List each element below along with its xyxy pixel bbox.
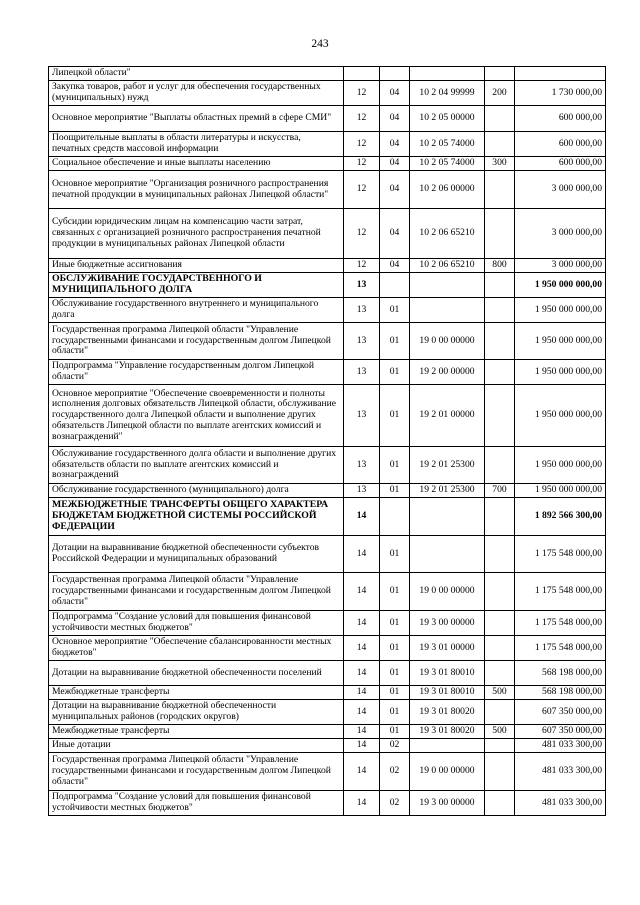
row-amount-cell: 1 950 000 000,00 [515, 298, 606, 323]
row-amount-cell: 1 950 000 000,00 [515, 385, 606, 447]
table-row [49, 157, 606, 171]
row-dept-code-cell: 14 [344, 739, 380, 753]
table-row [49, 209, 606, 259]
row-name-cell: Липецкой области" [49, 67, 344, 81]
row-target-article-cell: 19 2 01 25300 [410, 484, 485, 498]
row-section-code-cell [380, 498, 410, 536]
row-amount-cell: 481 033 300,00 [515, 791, 606, 816]
table-row [49, 484, 606, 498]
table-row [49, 498, 606, 536]
row-section-code-cell: 04 [380, 132, 410, 157]
row-expense-type-cell: 200 [485, 81, 515, 106]
row-target-article-cell [410, 273, 485, 298]
row-expense-type-cell: 500 [485, 686, 515, 700]
row-dept-code-cell: 14 [344, 700, 380, 725]
row-expense-type-cell [485, 753, 515, 791]
row-expense-type-cell [485, 106, 515, 132]
table-row [49, 298, 606, 323]
row-dept-code-cell: 14 [344, 573, 380, 611]
row-section-code-cell [380, 273, 410, 298]
row-section-code-cell: 01 [380, 611, 410, 636]
table-row [49, 573, 606, 611]
row-target-article-cell: 10 2 05 74000 [410, 157, 485, 171]
row-section-code-cell: 01 [380, 447, 410, 484]
row-expense-type-cell [485, 360, 515, 385]
row-amount-cell: 568 198 000,00 [515, 686, 606, 700]
row-target-article-cell: 19 3 01 80010 [410, 661, 485, 686]
row-amount-cell: 1 175 548 000,00 [515, 573, 606, 611]
table-row [49, 791, 606, 816]
row-expense-type-cell [485, 700, 515, 725]
row-target-article-cell: 10 2 06 65210 [410, 209, 485, 259]
row-section-code-cell: 01 [380, 536, 410, 573]
row-expense-type-cell [485, 661, 515, 686]
table-row [49, 259, 606, 273]
budget-table [48, 66, 606, 816]
table-row [49, 273, 606, 298]
row-name-cell: Дотации на выравнивание бюджетной обеспеченности муниципальных районов (городских округов) [49, 700, 344, 725]
page-number: 243 [311, 38, 329, 50]
row-expense-type-cell [485, 385, 515, 447]
row-section-code-cell: 02 [380, 753, 410, 791]
row-amount-cell: 1 950 000 000,00 [515, 484, 606, 498]
row-amount-cell: 481 033 300,00 [515, 739, 606, 753]
table-row [49, 700, 606, 725]
row-section-code-cell: 04 [380, 259, 410, 273]
row-section-code-cell: 01 [380, 298, 410, 323]
row-amount-cell: 3 000 000,00 [515, 171, 606, 209]
row-target-article-cell: 10 2 06 00000 [410, 171, 485, 209]
row-name-cell: Государственная программа Липецкой области "Управление государственными финансами и государственным долгом Липецкой области" [49, 753, 344, 791]
row-section-code-cell [380, 67, 410, 81]
row-expense-type-cell [485, 171, 515, 209]
row-name-cell: Социальное обеспечение и иные выплаты населению [49, 157, 344, 171]
row-dept-code-cell: 14 [344, 611, 380, 636]
row-expense-type-cell [485, 636, 515, 661]
row-amount-cell: 3 000 000,00 [515, 209, 606, 259]
row-expense-type-cell [485, 791, 515, 816]
row-section-code-cell: 04 [380, 81, 410, 106]
row-dept-code-cell: 13 [344, 447, 380, 484]
row-target-article-cell: 19 0 00 00000 [410, 323, 485, 360]
table-row [49, 611, 606, 636]
table-row [49, 636, 606, 661]
row-section-code-cell: 01 [380, 700, 410, 725]
row-amount-cell: 568 198 000,00 [515, 661, 606, 686]
row-name-cell: Обслуживание государственного внутреннего и муниципального долга [49, 298, 344, 323]
row-target-article-cell [410, 536, 485, 573]
row-name-cell: Основное мероприятие "Обеспечение сбалансированности местных бюджетов" [49, 636, 344, 661]
row-expense-type-cell [485, 323, 515, 360]
row-name-cell: Дотации на выравнивание бюджетной обеспеченности субъектов Российской Федерации и муниципальных образований [49, 536, 344, 573]
row-expense-type-cell [485, 611, 515, 636]
row-name-cell: Основное мероприятие "Выплаты областных премий в сфере СМИ" [49, 106, 344, 132]
row-dept-code-cell: 12 [344, 209, 380, 259]
row-dept-code-cell: 12 [344, 157, 380, 171]
row-dept-code-cell: 12 [344, 132, 380, 157]
row-expense-type-cell [485, 573, 515, 611]
row-section-code-cell: 04 [380, 209, 410, 259]
row-target-article-cell: 19 3 00 00000 [410, 611, 485, 636]
row-target-article-cell [410, 298, 485, 323]
row-section-code-cell: 01 [380, 636, 410, 661]
row-target-article-cell: 19 2 00 00000 [410, 360, 485, 385]
row-dept-code-cell: 14 [344, 686, 380, 700]
table-row [49, 536, 606, 573]
row-expense-type-cell: 500 [485, 725, 515, 739]
row-target-article-cell: 19 2 01 25300 [410, 447, 485, 484]
row-target-article-cell: 19 3 00 00000 [410, 791, 485, 816]
row-expense-type-cell [485, 536, 515, 573]
row-section-code-cell: 01 [380, 360, 410, 385]
table-row [49, 753, 606, 791]
row-expense-type-cell [485, 209, 515, 259]
row-amount-cell [515, 67, 606, 81]
row-amount-cell: 1 730 000,00 [515, 81, 606, 106]
row-dept-code-cell: 13 [344, 484, 380, 498]
row-section-code-cell: 01 [380, 323, 410, 360]
row-expense-type-cell: 700 [485, 484, 515, 498]
row-amount-cell: 1 950 000 000,00 [515, 360, 606, 385]
row-name-cell: Основное мероприятие "Организация розничного распространения печатной продукции в муниципальных районах Липецкой области" [49, 171, 344, 209]
row-amount-cell: 1 950 000 000,00 [515, 273, 606, 298]
row-target-article-cell: 19 3 01 80020 [410, 700, 485, 725]
row-dept-code-cell: 13 [344, 323, 380, 360]
row-name-cell: Подпрограмма "Управление государственным долгом Липецкой области" [49, 360, 344, 385]
row-amount-cell: 600 000,00 [515, 106, 606, 132]
row-target-article-cell: 19 3 01 00000 [410, 636, 485, 661]
row-dept-code-cell: 14 [344, 791, 380, 816]
table-row [49, 171, 606, 209]
row-amount-cell: 600 000,00 [515, 132, 606, 157]
row-name-cell: Закупка товаров, работ и услуг для обеспечения государственных (муниципальных) нужд [49, 81, 344, 106]
row-dept-code-cell: 14 [344, 753, 380, 791]
row-section-code-cell: 04 [380, 106, 410, 132]
row-section-code-cell: 01 [380, 686, 410, 700]
row-target-article-cell: 19 3 01 80020 [410, 725, 485, 739]
row-dept-code-cell: 12 [344, 106, 380, 132]
row-dept-code-cell: 13 [344, 385, 380, 447]
row-expense-type-cell [485, 273, 515, 298]
row-amount-cell: 481 033 300,00 [515, 753, 606, 791]
row-name-cell: Иные бюджетные ассигнования [49, 259, 344, 273]
row-name-cell: Субсидии юридическим лицам на компенсацию части затрат, связанных с организацией розничного распространения печатной продукции в муниципальных районах Липецкой области [49, 209, 344, 259]
row-section-code-cell: 01 [380, 573, 410, 611]
row-name-cell: ОБСЛУЖИВАНИЕ ГОСУДАРСТВЕННОГО И МУНИЦИПАЛЬНОГО ДОЛГА [49, 273, 344, 298]
row-amount-cell: 607 350 000,00 [515, 725, 606, 739]
row-dept-code-cell: 13 [344, 298, 380, 323]
row-section-code-cell: 02 [380, 791, 410, 816]
table-row [49, 132, 606, 157]
row-section-code-cell: 01 [380, 385, 410, 447]
row-dept-code-cell: 13 [344, 360, 380, 385]
row-dept-code-cell: 14 [344, 498, 380, 536]
row-name-cell: Поощрительные выплаты в области литературы и искусства, печатных средств массовой информации [49, 132, 344, 157]
row-target-article-cell: 10 2 05 00000 [410, 106, 485, 132]
row-expense-type-cell: 300 [485, 157, 515, 171]
row-section-code-cell: 01 [380, 484, 410, 498]
row-dept-code-cell: 13 [344, 273, 380, 298]
row-name-cell: Межбюджетные трансферты [49, 725, 344, 739]
row-section-code-cell: 04 [380, 157, 410, 171]
row-target-article-cell: 19 0 00 00000 [410, 753, 485, 791]
row-name-cell: Подпрограмма "Создание условий для повышения финансовой устойчивости местных бюджетов" [49, 791, 344, 816]
row-dept-code-cell: 14 [344, 636, 380, 661]
table-row [49, 661, 606, 686]
row-dept-code-cell: 12 [344, 171, 380, 209]
row-dept-code-cell: 14 [344, 725, 380, 739]
row-name-cell: Основное мероприятие "Обеспечение своевременности и полноты исполнения долговых обязательств Липецкой области, обслуживание государственного долга Липецкой области и выполнение других обязательств Липецкой области по выплате агентских комиссий и вознаграждений" [49, 385, 344, 447]
row-name-cell: Обслуживание государственного долга области и выполнение других обязательств области по выплате агентских комиссий и вознаграждений [49, 447, 344, 484]
row-amount-cell: 600 000,00 [515, 157, 606, 171]
row-amount-cell: 3 000 000,00 [515, 259, 606, 273]
row-target-article-cell: 19 2 01 00000 [410, 385, 485, 447]
row-expense-type-cell [485, 132, 515, 157]
row-expense-type-cell [485, 447, 515, 484]
table-row [49, 725, 606, 739]
row-amount-cell: 1 950 000 000,00 [515, 323, 606, 360]
table-row [49, 67, 606, 81]
row-name-cell: Межбюджетные трансферты [49, 686, 344, 700]
row-name-cell: Подпрограмма "Создание условий для повышения финансовой устойчивости местных бюджетов" [49, 611, 344, 636]
table-row [49, 385, 606, 447]
row-target-article-cell [410, 739, 485, 753]
row-name-cell: Государственная программа Липецкой области "Управление государственными финансами и государственным долгом Липецкой области" [49, 573, 344, 611]
row-expense-type-cell [485, 67, 515, 81]
row-section-code-cell: 01 [380, 661, 410, 686]
row-target-article-cell: 10 2 05 74000 [410, 132, 485, 157]
row-section-code-cell: 01 [380, 725, 410, 739]
row-section-code-cell: 04 [380, 171, 410, 209]
row-dept-code-cell: 14 [344, 661, 380, 686]
row-amount-cell: 1 950 000 000,00 [515, 447, 606, 484]
row-section-code-cell: 02 [380, 739, 410, 753]
row-amount-cell: 607 350 000,00 [515, 700, 606, 725]
row-name-cell: МЕЖБЮДЖЕТНЫЕ ТРАНСФЕРТЫ ОБЩЕГО ХАРАКТЕРА БЮДЖЕТАМ БЮДЖЕТНОЙ СИСТЕМЫ РОССИЙСКОЙ ФЕДЕРАЦИИ [49, 498, 344, 536]
row-amount-cell: 1 892 566 300,00 [515, 498, 606, 536]
row-name-cell: Обслуживание государственного (муниципального) долга [49, 484, 344, 498]
row-target-article-cell: 19 3 01 80010 [410, 686, 485, 700]
row-name-cell: Государственная программа Липецкой области "Управление государственными финансами и государственным долгом Липецкой области" [49, 323, 344, 360]
table-row [49, 360, 606, 385]
row-dept-code-cell: 12 [344, 81, 380, 106]
row-amount-cell: 1 175 548 000,00 [515, 536, 606, 573]
budget-table-body [49, 67, 606, 816]
row-target-article-cell: 10 2 06 65210 [410, 259, 485, 273]
row-expense-type-cell [485, 739, 515, 753]
table-row [49, 81, 606, 106]
row-expense-type-cell: 800 [485, 259, 515, 273]
row-target-article-cell [410, 498, 485, 536]
table-row [49, 739, 606, 753]
row-expense-type-cell [485, 498, 515, 536]
row-target-article-cell: 10 2 04 99999 [410, 81, 485, 106]
table-row [49, 447, 606, 484]
row-target-article-cell: 19 0 00 00000 [410, 573, 485, 611]
row-dept-code-cell: 14 [344, 536, 380, 573]
row-dept-code-cell: 12 [344, 259, 380, 273]
table-row [49, 106, 606, 132]
table-row [49, 686, 606, 700]
row-name-cell: Иные дотации [49, 739, 344, 753]
row-name-cell: Дотации на выравнивание бюджетной обеспеченности поселений [49, 661, 344, 686]
table-row [49, 323, 606, 360]
row-amount-cell: 1 175 548 000,00 [515, 611, 606, 636]
row-expense-type-cell [485, 298, 515, 323]
row-dept-code-cell [344, 67, 380, 81]
row-amount-cell: 1 175 548 000,00 [515, 636, 606, 661]
row-target-article-cell [410, 67, 485, 81]
